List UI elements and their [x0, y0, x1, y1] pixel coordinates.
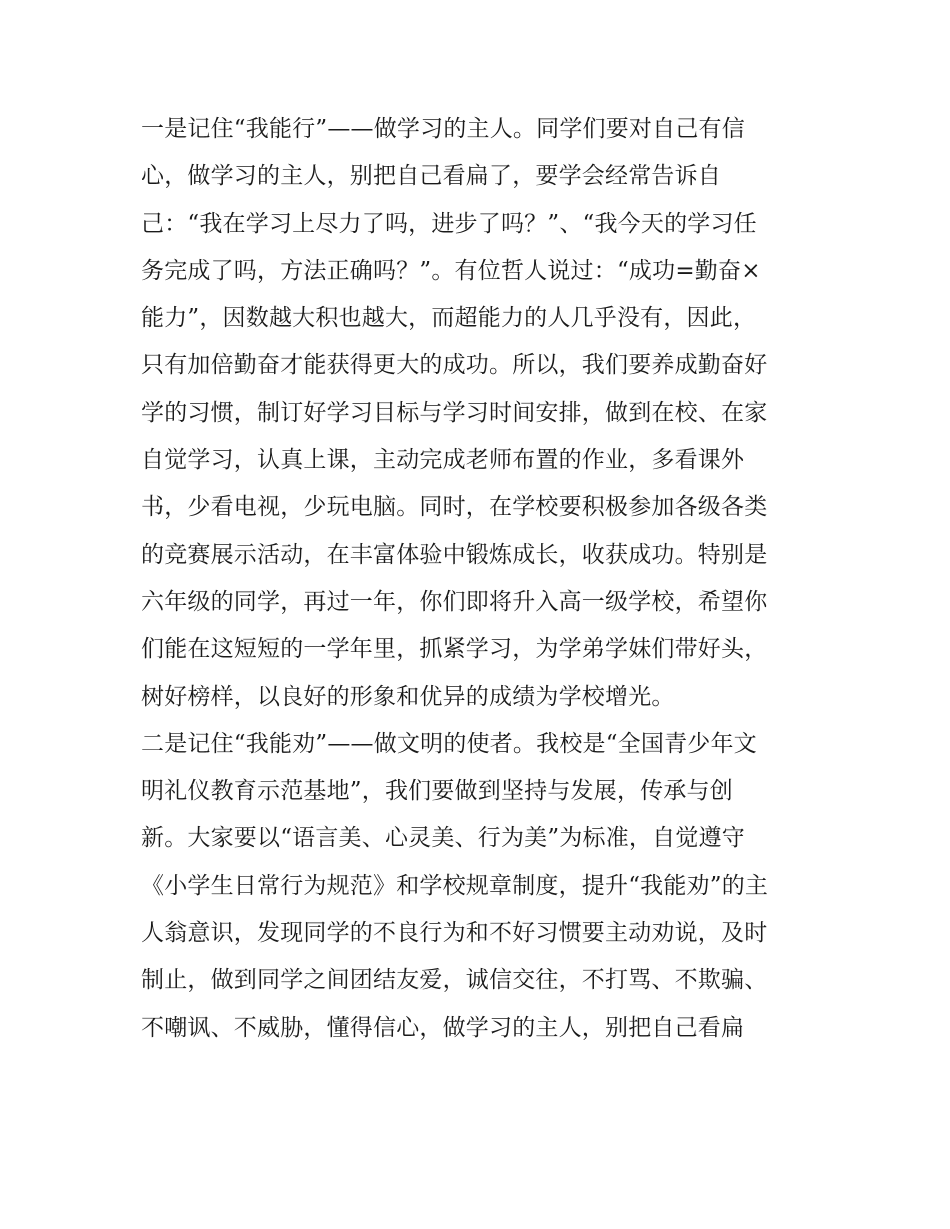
text-line: 《小学生日常行为规范》和学校规章制度，提升“我能劝”的主: [141, 872, 769, 899]
text-line: 明礼仪教育示范基地”，我们要做到坚持与发展，传承与创: [141, 778, 733, 805]
text-line: 心，做学习的主人，别把自己看扁了，要学会经常告诉自: [141, 163, 721, 190]
text-line: 己：“我在学习上尽力了吗，进步了吗？”、“我今天的学习任: [141, 210, 757, 237]
text-line: 新。大家要以“语言美、心灵美、行为美”为标准，自觉遵守: [141, 825, 745, 852]
text-line: 制止，做到同学之间团结友爱，诚信交往，不打骂、不欺骗、: [141, 967, 768, 994]
text-line: 的竞赛展示活动，在丰富体验中锻炼成长，收获成功。特别是: [141, 541, 768, 568]
text-line: 自觉学习，认真上课，主动完成老师布置的作业，多看课外: [141, 447, 745, 474]
text-line: 树好榜样，以良好的形象和优异的成绩为学校增光。: [141, 683, 675, 710]
text-line: 六年级的同学，再过一年，你们即将升入高一级学校，希望你: [141, 588, 768, 615]
body-text: [141, 106, 821, 1052]
text-line: 人翁意识，发现同学的不良行为和不好习惯要主动劝说，及时: [141, 920, 768, 947]
text-line: 只有加倍勤奋才能获得更大的成功。所以，我们要养成勤奋好: [141, 352, 768, 379]
text-line: 不嘲讽、不威胁，懂得信心，做学习的主人，别把自己看扁: [141, 1014, 745, 1041]
text-line: 一是记住“我能行”——做学习的主人。同学们要对自己有信: [141, 116, 745, 142]
text-line: 能力”，因数越大积也越大，而超能力的人几乎没有，因此，: [141, 305, 757, 332]
text-line: 学的习惯，制订好学习目标与学习时间安排，做到在校、在家: [141, 399, 768, 426]
text-line: 务完成了吗，方法正确吗？”。有位哲人说过：“成功=勤奋×: [141, 257, 761, 284]
text-line: 二是记住“我能劝”——做文明的使者。我校是“全国青少年文: [141, 730, 757, 757]
text-line: 书，少看电视，少玩电脑。同时，在学校要积极参加各级各类: [141, 494, 768, 521]
text-line: 们能在这短短的一学年里，抓紧学习，为学弟学妹们带好头，: [141, 636, 768, 663]
